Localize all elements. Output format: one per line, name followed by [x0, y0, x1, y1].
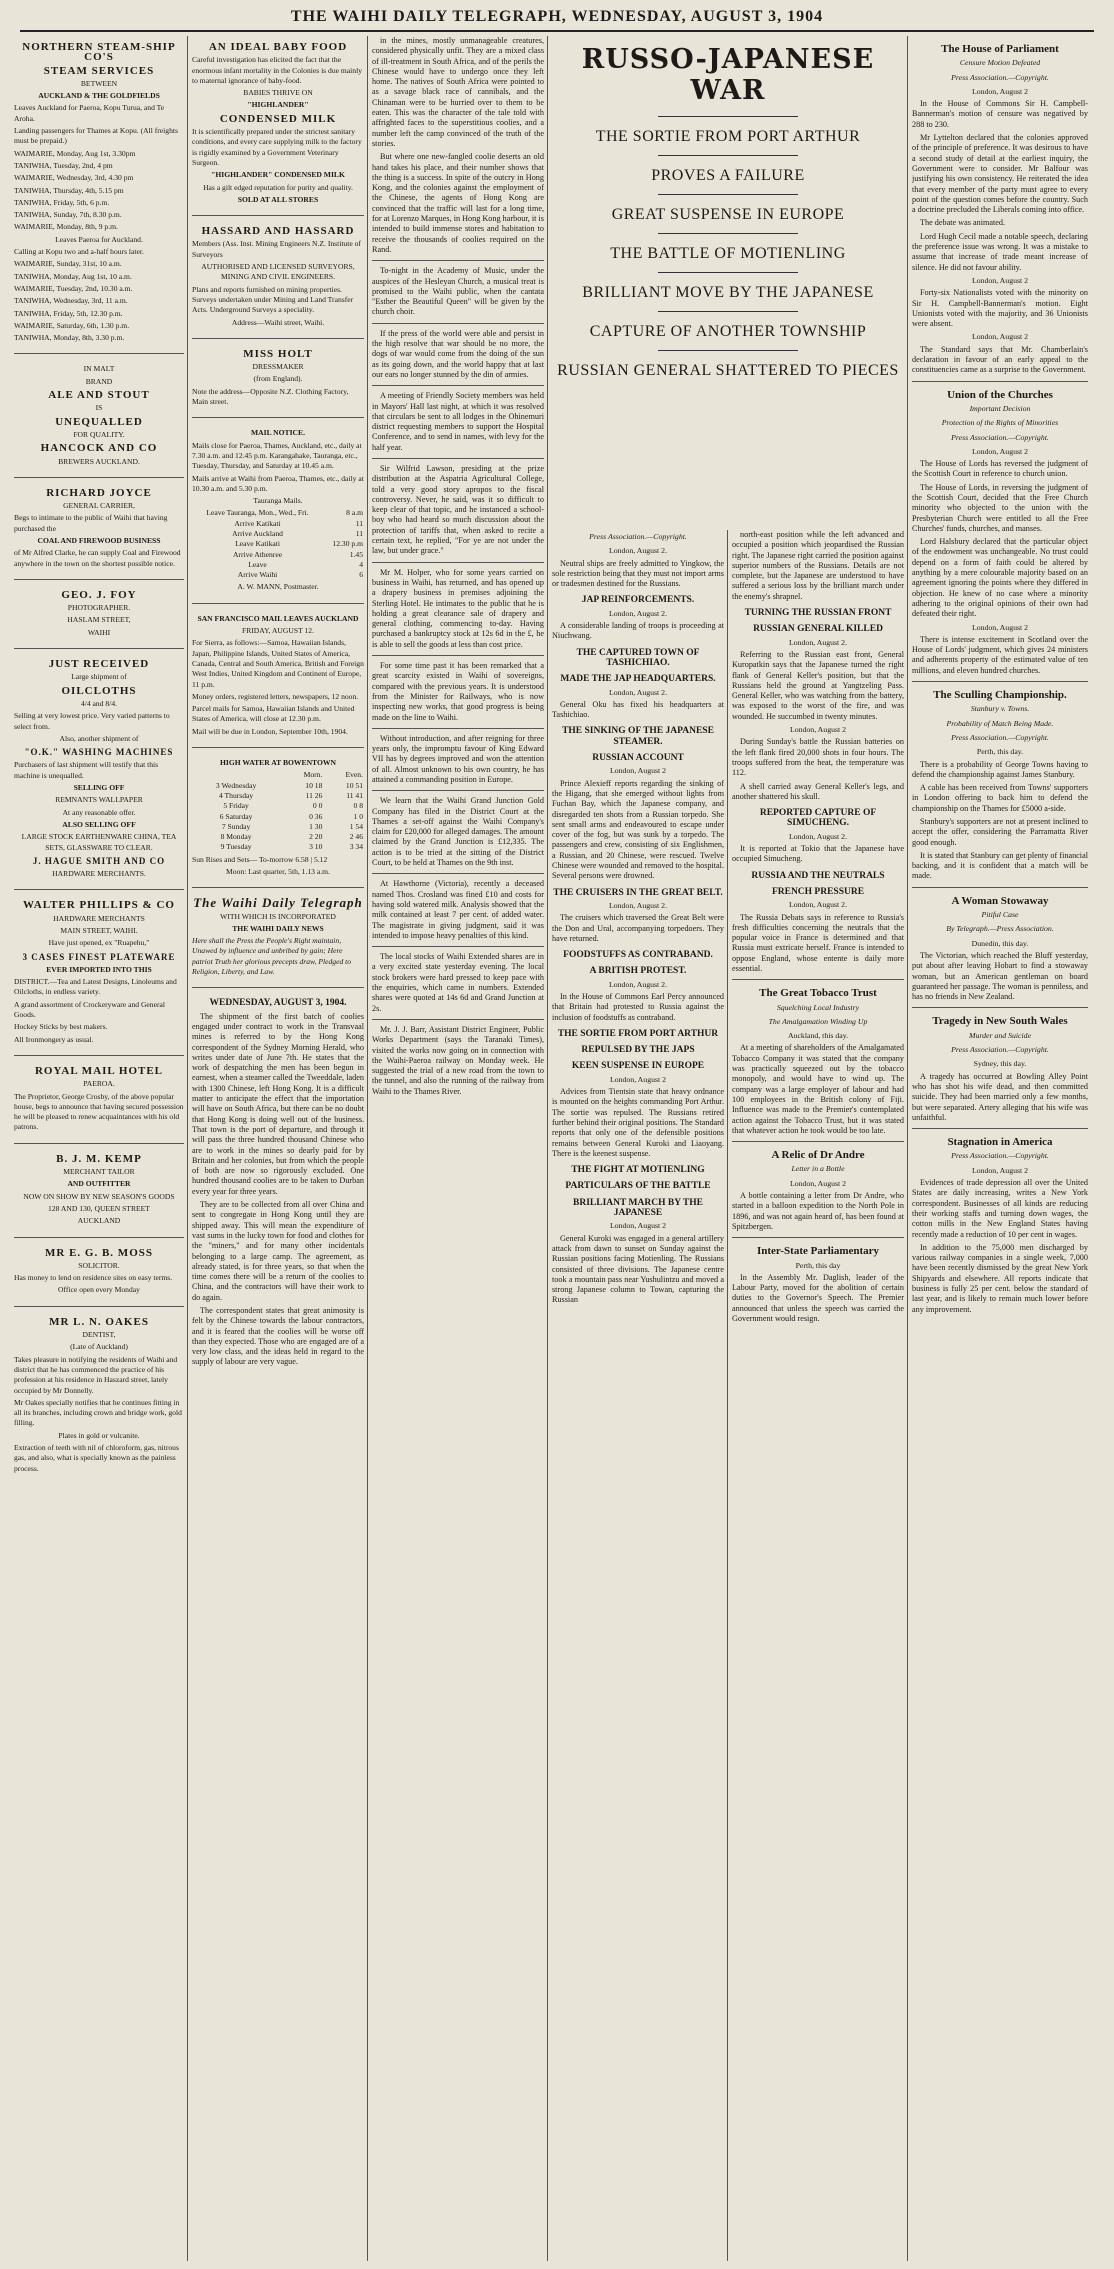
war-header: RUSSO-JAPANESE WAR THE SORTIE FROM PORT ARTHUR PROVES A FAILURE GREAT SUSPENSE IN EUROPE THE BATTLE OF MOTIENLING BRILLIANT MOVE BY THE JAPANESE CAPTURE OF ANOTHER TOWNSHIP RUSSIAN GENERAL SHATTERED TO PIECES [552, 36, 904, 526]
ad-northern-steamship: NORTHERN STEAM-SHIP CO'S STEAM SERVICES BETWEEN AUCKLAND & THE GOLDFIELDS Leaves Auckland for Paeroa, Kopu Turua, and Te Aroha. Landing passengers for Thames at Kopu. (All freights must be prepaid.) WAIMARIE, Monday, Aug 1st, 3.30pm TANIWHA, Tuesday, 2nd, 4 pm WAIMARIE, Wednesday, 3rd, 4.30 pm TANIWHA, Thursday, 4th, 5.15 pm TANIWHA, Friday, 5th, 6 p.m. TANIWHA, Sunday, 7th, 8.30 p.m. WAIMARIE, Monday, 8th, 9 p.m. Leaves Paeroa for Auckland. Calling at Kopu two and a-half hours later. WAIMARIE, Sunday, 31st, 10 a.m. TANIWHA, Monday, Aug 1st, 10 a.m. WAIMARIE, Tuesday, 2nd, 10.30 a.m. TANIWHA, Wednesday, 3rd, 11 a.m. TANIWHA, Friday, 5th, 12.30 p.m. WAIMARIE, Saturday, 6th, 1.30 p.m. TANIWHA, Monday, 8th, 3.30 p.m. [14, 42, 184, 354]
ad-kemp-tailor: B. J. M. KEMP MERCHANT TAILOR AND OUTFITTER NOW ON SHOW BY NEW SEASON'S GOODS 128 AND 130, QUEEN STREET AUCKLAND [14, 1154, 184, 1238]
editorial-body: The shipment of the first batch of coolies engaged under contract to work in the Transvaal mines is referred to by the Hong Kong correspondent of the Sydney Morning Herald, who writes under date of June 7th. He states that the work of despatching the men has been begun in earnest, when a steamer called the Tweeddale, laden with 1300 Chinese, left Hong Kong. It is a difficult matter to anticipate the effect that the importation will have on South Africa, but there can be no doubt that Hong Kong is doing well out of the business. That town is the port of departure, and through it will pass the three hundred thousand Chinese who are to work in the mines so dearly paid for by Britain and her colonies, but from which the people of both are now so rigorously excluded. One hundred thousand coolies are to be taken to Durban every year for three years. They are to be collected from all over China and sent to congregate in Hong Kong until they are shipped away. This will mean the expenditure of vast sums in the lucky town for food and clothes for the "miners," and for many other incidentals belonging to a large camp. The agreement, as already stated, is for three years, so that when the time comes there will be a return of the coolies to China, and the contractors will have their work to do again. The correspondent states that great animosity is felt by the Chinese towards the labour contractors, and it is feared that the coolies will be worse off than they expected. Those who are engaged are of a very low class, and the ideas held in regard to the supply of labour are very vague. [192, 1011, 364, 1367]
ad-miss-holt: MISS HOLT DRESSMAKER (from England). Note the address—Opposite N.Z. Clothing Factory, Main street. [192, 349, 364, 418]
ad-walter-phillips: WALTER PHILLIPS & CO HARDWARE MERCHANTS MAIN STREET, WAIHI. Have just opened, ex "Ruapehu," 3 CASES FINEST PLATEWARE EVER IMPORTED INTO THIS DISTRICT.—Tea and Latest Designs, Linoleums and Oilcloths, in endless variety. A grand assortment of Crockeryware and General Goods. Hockey Sticks by best makers. All Ironmongery as usual. [14, 900, 184, 1056]
ad-hague-smith: JUST RECEIVED Large shipment of OILCLOTHS 4/4 and 8/4. Selling at very lowest price. Very varied patterns to select from. Also, another shipment of "O.K." WASHING MACHINES Purchasers of last shipment will testify that this machine is unequalled. SELLING OFF REMNANTS WALLPAPER At any reasonable offer. ALSO SELLING OFF LARGE STOCK EARTHENWARE CHINA, TEA SETS, GLASSWARE TO CLEAR. J. HAGUE SMITH AND CO HARDWARE MERCHANTS. [14, 659, 184, 890]
editorial-dateline: WEDNESDAY, AUGUST 3, 1904. [209, 998, 347, 1009]
ad-moss-solicitor: MR E. G. B. MOSS SOLICITOR. Has money to lend on residence sites on easy terms. Office open every Monday [14, 1248, 184, 1307]
ad-hassard: HASSARD AND HASSARD Members (Ass. Inst. Mining Engineers N.Z. Institute of Surveyors AUTHORISED AND LICENSED SURVEYORS, MINING AND CIVIL ENGINEERS. Plans and reports furnished on mining properties. Surveys undertaken under Mining and Land Transfer Acts. Underground Surveys a speciality. Address—Waihi street, Waihi. [192, 226, 364, 339]
column-3-local-news: in the mines, mostly unmanageable creatures, considered physically unfit. They are a mixed class of ill-treatment in South Africa, and of the perils the Chinese would have to undergo once they left home. The natives of South Africa were pointed to as a savage black race of cannibals, and the Chinaman were to be hurried over to them to be eaten. This was the character of the tale told with affrighted faces to the superstitious coolies, and a number left the camp convinced of the truth of the stories. But where one new-fangled coolie deserts an old hand takes his place, and their number shows that the thing is a success. In spite of the outcry in Hong Kong, and the colonies against the employment of the Chinese, the agents of Hong Kong are convinced that the traffic will last for a long time, for at Lorenzo Marques, in Hong Kong harbour, it is intended to build immense stores and habitation to receive the thousands of coolies required on the Rand. To-night in the Academy of Music, under the auspices of the Hesleyan Church, a musical treat is promised to the Waihi public, when the cantata "Esther the Beautiful Queen" will be given by the church choir. If the press of the world were able and persist in the high resolve that war should be no more, the dogs of war would come from the doing of the sun as its going down, and the world happy that at last our ears no longer stunned by the din of armies. A meeting of Friendly Society members was held in Mayors' Hall last night, at which it was resolved that circulars be sent to all lodges in the Ohinemuri district requesting members to support the Hospital Conference, and to send in names, with levy for the half year. Sir Wilfrid Lawson, presiding at the prize distribution at the Aspatria Agricultural College, told a very good story apropos to the fiscal controversy. Never, he said, was it so difficult to keep clear of that topic, and he instanced a school-boy who had heard so much discussion about the protection of tariffs that, when asked to recite a certain text, he replied, "For ye are not under the law, but under grace." Mr M. Holper, who for some years carried on business in Waihi, has returned, and has opened up a drapery business in premises adjoining the Sterling Hotel. He intimates to the public that he is holding a great clearance sale of drapery and general clothing, commencing to-day. Having purchased a bankruptcy stock at 12s 6d in the £, he is able to sell the goods at less than cost price. For some time past it has been remarked that a great scarcity existed in Waihi of sovereigns, compared with the previous years. It is understood from the Minister for Railways, who is now inspecting new works, that good progress is being made on the line to Waihi. Without introduction, and after reigning for three years only, the impromptu favour of King Edward VII has by degrees improved and won the attention of all. Almost unknown to his own country, he has attained a commanding position in Europe. We learn that the Waihi Grand Junction Gold Company has filed in the District Court at the Thames a set-off against the Waihi Company's claim for £20,000 for alleged damages. The amount claimed by the Grand Junction is £12,335. The action is to be tried at the sitting of the District Court, to be held at Thames on the 9th inst. At Hawthorne (Victoria), recently a deceased named Thos. Crosland was fined £10 and costs for having sold watered milk. Analysis showed that the milk contained at least 7 per cent. of added water. The magistrate in giving judgment, said it was intended to impose heavy penalties of this kind. The local stocks of Waihi Extended shares are in a very excited state yesterday evening. The local stock brokers were hard pressed to keep pace with the enquiries, which came in numbers. Extended shares were quoted at 14s 6d and Grand Junction at 2s. Mr. J. J. Barr, Assistant District Engineer, Public Works Department (says the Taranaki Times), visited the works now going on in connection with the Waihi-Paeroa railway on Monday week. He suggested the trial of a new road from the town to the tunnel, and also the running of the railway from Waihi to the Thames River. [372, 36, 544, 1096]
tauranga-mail-table: Leave Tauranga, Mon., Wed., Fri. 8 a.m Arrive Katikati 11 Arrive Auckland 11 Leave Katikati 12.30 p.m Arrive Athenree 1.45 Leave 4 Arrive Waihi 6 [206, 508, 363, 580]
war-title: RUSSO-JAPANESE WAR [581, 44, 875, 106]
war-column-2: north-east position while the left advanced and occupied a position which jeopardised the Russian right. The Japanese right carried the position against superior numbers of the Russians. Details are not complete, but the Japanese are understood to have suffered a serious loss by the brilliant march under the enemy's shrapnel. TURNING THE RUSSIAN FRONT RUSSIAN GENERAL KILLED London, August 2. Referring to the Russian east front, General Kuropatkin says that the Japanese turned the right flank of General Keller's position, but that the Russians held the ground at Yangtzeling Pass. General Keller, who was watching from the battery, was exposed to the worst of the fire, and was wounded. He succumbed in twenty minutes. London, August 2 During Sunday's battle the Russian batteries on the left flank fired 20,000 shots in four hours. The troops suffered from the heat, the temperature was 112. A shell carried away General Keller's legs, and another shattered his skull. REPORTED CAPTURE OF SIMUCHENG. London, August 2. It is reported at Tokio that the Japanese have occupied Simucheng. RUSSIA AND THE NEUTRALS FRENCH PRESSURE London, August 2. The Russia Debats says in reference to Russia's fresh difficulties concerning the neutrals that the popular voice in France is determined and that Russia must extricate herself. France is intended to oppose England, whose entente is daily more essential. The Great Tobacco Trust Squelching Local Industry The Amalgamation Winding Up Auckland, this day. At a meeting of shareholders of the Amalgamated Tobacco Company it was stated that the company was practically squeezed out by the tobacco monopoly, and would have to wind up. The company was a large employer of labour and had 100 employees in the British colony of Fiji. Influence was made to the Premier's contemplated action against the Tobacco Trust, but it was stated that whatever action he took would be too late. A Relic of Dr Andre Letter in a Bottle London, August 2 A bottle containing a letter from Dr Andre, who started in a balloon expedition to the North Pole in 1896, and was not again heard of, has been found at Spitzbergen. Inter-State Parliamentary Perth, this day In the Assembly Mr. Daglish, leader of the Labour Party, moved for the abolition of certain duties to the Governor's Speech. The Premier announced that unless the speech was carried the Government would resign. [732, 530, 904, 1323]
column-2 [192, 36, 364, 2263]
paper-nameplate: The Waihi Daily Telegraph WITH WHICH IS INCORPORATED THE WAIHI DAILY NEWS Here shall the Press the People's Right maintain, Unawed by influence and unbribed by gain; Here patriot Truth her glorious precepts draw, Pledged to Religion, Liberty, and Law. [192, 898, 364, 988]
masthead: THE WAIHI DAILY TELEGRAPH, WEDNESDAY, AUGUST 3, 1904 [20, 8, 1094, 32]
high-water-table: HIGH WATER AT BOWENTOWN Morn. Even. 3 Wednesday 10 18 10 51 4 Thursday 11 26 11 41 5 Friday 0 0 0 8 6 Saturday 0 36 1 0 7 Sunday 1 30 1 54 8 Monday 2 20 2 46 9 Tuesday 3 10 3 34 Sun Rises and Sets— To-morrow 6.58 | 5.12 Moon: Last quarter, 5th, 1.13 a.m. [192, 758, 364, 888]
mail-notice: MAIL NOTICE. Mails close for Paeroa, Thames, Auckland, etc., daily at 7.30 a.m. and 12.45 p.m. Karangahake, Tauranga, etc., Tuesday, Thursday, and Saturday at 10.45 a.m. Mails arrive at Waihi from Paeroa, Thames, etc., daily at 10.30 a.m. and 5.30 p.m. Tauranga Mails. Leave Tauranga, Mon., Wed., Fri. 8 a.m Arrive Katikati 11 Arrive Auckland 11 Leave Katikati 12.30 p.m Arrive Athenree 1.45 Leave 4 Arrive Waihi 6 A. W. MANN, Postmaster. [192, 428, 364, 603]
ad-richard-joyce: RICHARD JOYCE GENERAL CARRIER, Begs to intimate to the public of Waihi that having purchased the COAL AND FIREWOOD BUSINESS of Mr Alfred Clarke, he can supply Coal and Firewood anywhere in the town on the shortest possible notice. [14, 488, 184, 580]
ad-hancock-brewers: IN MALT BRAND ALE AND STOUT IS UNEQUALLED FOR QUALITY. HANCOCK AND CO BREWERS AUCKLAND. [14, 364, 184, 477]
ad-oakes-dentist: MR L. N. OAKES DENTIST, (Late of Auckland) Takes pleasure in notifying the residents of Waihi and district that he has commenced the practice of his profession at his residence in Haszard street, lately occupied by Mr Donnelly. Mr Oakes specially notifies that he continues fitting in all its branches, including crown and bridge work, gold filling. Plates in gold or vulcanite. Extraction of teeth with nil of chloroform, gas, nitrous gas, and also, what is specially known as the painless process. [14, 1315, 182, 1473]
ad-geo-foy: GEO. J. FOY PHOTOGRAPHER. HASLAM STREET, WAIHI [14, 590, 184, 649]
ad-highlander-milk: AN IDEAL BABY FOOD Careful investigation has elicited the fact that the enormous infant mortality in the Colonies is due mainly to maternal ignorance of baby-food. BABIES THRIVE ON "HIGHLANDER" CONDENSED MILK It is scientifically prepared under the strictest sanitary conditions, and every care supplying milk to the factory is rigidly examined by a Government Veterinary Surgeon. "HIGHLANDER" CONDENSED MILK Has a gilt edged reputation for purity and quality. SOLD AT ALL STORES [192, 42, 364, 216]
war-column-1: Press Association.—Copyright. London, August 2. Neutral ships are freely admitted to Yingkow, the sole restriction being that they must not import arms or tradesmen destined for the Russians. JAP REINFORCEMENTS. London, August 2. A considerable landing of troops is proceeding at Niuchwang. THE CAPTURED TOWN OF TASHICHIAO. MADE THE JAP HEADQUARTERS. London, August 2. General Oku has fixed his headquarters at Tashichiao. THE SINKING OF THE JAPANESE STEAMER. RUSSIAN ACCOUNT London, August 2 Prince Alexieff reports regarding the sinking of the Higang, that she emerged without lights from Fuchan Bay, which the Japanese company, and disregarded ten shots from a Russian torpedo. She sent small arms and endeavoured to escape under cover of the fog, but was sunk by a torpedo. The passengers and crew, consisting of six Englishmen, a Russian, and 20 Chinese, were rescued. Twelve Chinese were wounded and removed to the hospital. Several persons were drowned. THE CRUISERS IN THE GREAT BELT. London, August 2. The cruisers which traversed the Great Belt were the Don and Ural, accompanying torpedoers. They have returned. FOODSTUFFS AS CONTRABAND. A BRITISH PROTEST. London, August 2. In the House of Commons Earl Percy announced that Britain had protested to Russia against the inclusion of foodstuffs as contraband. THE SORTIE FROM PORT ARTHUR REPULSED BY THE JAPS KEEN SUSPENSE IN EUROPE London, August 2 Advices from Tientsin state that heavy ordnance is mounted on the heights commanding Port Arthur. The sortie was repulsed. The Russians retired further behind their original positions. The Standard reports that only one of the defensible positions remains between General Kuroki and Liaoyang. There is the keenest suspense. THE FIGHT AT MOTIENLING PARTICULARS OF THE BATTLE BRILLIANT MARCH BY THE JAPANESE London, August 2 General Kuroki was engaged in a general artillery attack from dawn to sunset on Sunday against the Russian positions facing Motienling. The Russians consisted of three divisions. The Japanese centre took a mountain pass near Yushulintzu and moved a strong Japanese column to Towan, capturing the Russian [552, 532, 724, 1305]
column-1-advertisements [14, 36, 184, 2263]
column-6-cables: The House of Parliament Censure Motion Defeated Press Association.—Copyright. London, August 2 In the House of Commons Sir H. Campbell-Bannerman's motion of censure was negatived by 288 to 230. Mr Lyttelton declared that the colonies approved of the principle of preference. It was desirous to have a second study of detail at the earliest inquiry, the Government were to consider. Mr Balfour was justifying his own consistency. He reiterated the idea that every member of the party must agree to every point of the question comes before the country. Such a doctrine precluded the Liberals coming into office. The debate was animated. Lord Hugh Cecil made a notable speech, declaring the preference issue was wrong. It was a mistake to assume that increase of trade meant increase of silence. He did not favour ability. London, August 2 Forty-six Nationalists voted with the minority on Sir H. Campbell-Bannerman's motion. Eight Unionists voted with the majority, and 36 Unionists were absent. London, August 2 The Standard says that Mr. Chamberlain's declaration in favour of an early appeal to the constituencies came as a surprise to the Government. Union of the Churches Important Decision Protection of the Rights of Minorities Press Association.—Copyright. London, August 2 The House of Lords has reversed the judgment of the Scottish Court in reference to church union. The House of Lords, in reversing the judgment of the Scottish Court, decided that the Free Church minority who objected to the union with the Presbyterian Church were entitled to all the Free Churches' funds, churches, and manses. Lord Halsbury declared that the particular object of the endowment was unchangeable. No trust could depend on a form of faith could be altered by anything by a mere colourable majority based on an agreement ignoring the points where they differed in objection. He knew of no case where a minority adhering to the original opinions of their own had defeated their right. London, August 2 There is intense excitement in Scotland over the House of Lords' judgment, which gives 24 ministers and adherents property of the estimated value of ten millions, and eleven hundred churches. The Sculling Championship. Stanbury v. Towns. Probability of Match Being Made. Press Association.—Copyright. Perth, this day. There is a probability of George Towns having to defend the championship against James Stanbury. A cable has been received from Towns' supporters in London offering to back him to defend the championship on the Thames for £5000 a-side. Stanbury's supporters are not at present inclined to accept the offer, considering the Parramatta River good enough. It is stated that Stanbury can get plenty of financial backing, and it is confident that a match will be made. A Woman Stowaway Pitiful Case By Telegraph.—Press Association. Dunedin, this day. The Victorian, which reached the Bluff yesterday, put about after leaving Hobart to find a stowaway woman, but an American gentleman on board guaranteed her passage. The woman is penniless, and has no friends in New Zealand. Tragedy in New South Wales Murder and Suicide Press Association.—Copyright. Sydney, this day. A tragedy has occurred at Bowling Alley Point who has shot his wife dead, and then committed suicide. They had been married only a few months, but were separated. Artery alleging that his wife was unfaithful. Stagnation in America Press Association.—Copyright. London, August 2 Evidences of trade depression all over the United States are daily increasing, writes a New York correspondent. Businesses of all kinds are reducing their working staffs and turning down wages, the cotton mills in the New England States having recently made a reduction of 10 per cent in wages. In addition to the 75,000 men discharged by various railway companies in a single week, 7,000 have been recently dismissed by the great New York Shipyards and elsewhere. All reports indicate that business is fully 25 per cent. below the standard of last year, and is likely to remain much lower before any improvement. [912, 43, 1088, 1314]
ad-royal-mail-hotel: ROYAL MAIL HOTEL PAEROA. The Proprietor, George Crosby, of the above popular house, begs to announce that having secured possession he will be pleased to renew acquaintances with his old patrons. [14, 1066, 184, 1144]
san-francisco-mail: SAN FRANCISCO MAIL LEAVES AUCKLAND FRIDAY, AUGUST 12. For Sierra, as follows:—Samoa, Hawaiian Islands, Japan, Philippine Islands, United States of America, Canada, Central and South America, British and Foreign West Indies, United Kingdom and Continent of Europe, 11 p.m. Money orders, registered letters, newspapers, 12 noon. Parcel mails for Samoa, Hawaiian Islands and United States of America, will close at 12.30 p.m. Mail will be due in London, September 10th, 1904. [192, 614, 364, 748]
